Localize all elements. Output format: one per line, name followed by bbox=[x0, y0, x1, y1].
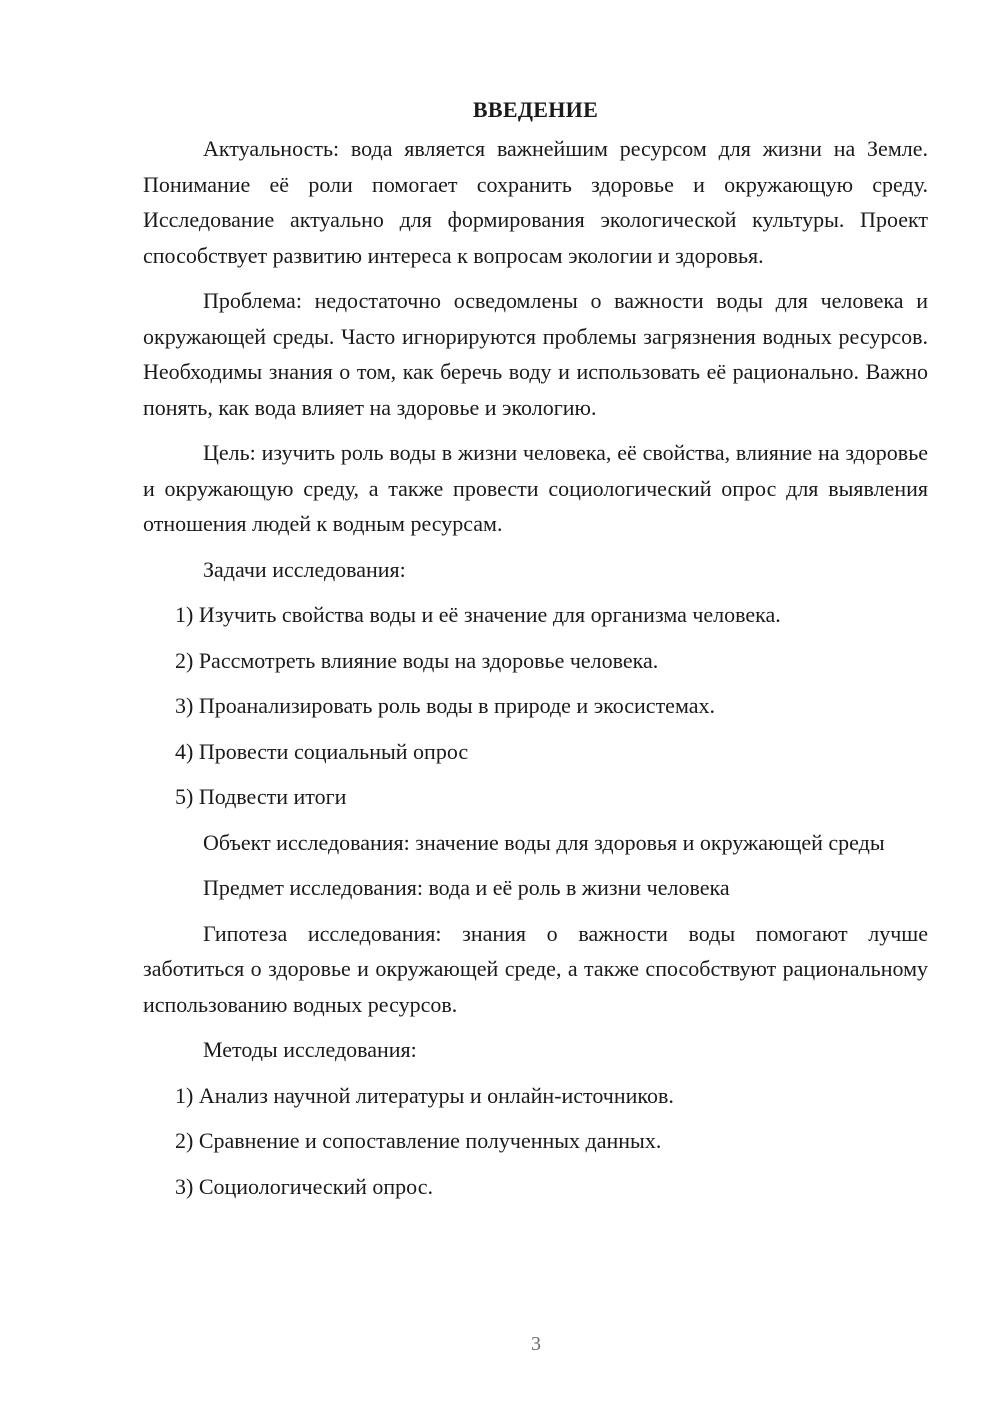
list-item: 4) Провести социальный опрос bbox=[175, 738, 469, 764]
tasks-list bbox=[143, 597, 928, 815]
methods-heading: Методы исследования: bbox=[203, 1037, 417, 1062]
tasks-heading: Задачи исследования: bbox=[203, 556, 406, 582]
hypothesis-paragraph: Гипотеза исследования: знания о важности воды помогают лучше заботиться о здоровье и окружающей среде, а также способствуют рациональному использованию водных ресурсов. bbox=[143, 920, 928, 1017]
object-paragraph: Объект исследования: значение воды для здоровья и окружающей среды bbox=[203, 829, 885, 855]
list-item: 1) Анализ научной литературы и онлайн-источников. bbox=[175, 1082, 674, 1108]
list-item: 1) Изучить свойства воды и её значение для организма человека. bbox=[175, 602, 781, 627]
list-item: 2) Рассмотреть влияние воды на здоровье человека. bbox=[175, 647, 659, 673]
problem-paragraph: Проблема: недостаточно осведомлены о важности воды для человека и окружающей среды. Часто игнорируются проблемы загрязнения водных ресурсов. Необходимы знания о том, как беречь воду и использовать её рационально. Важно понять, как вода влияет на здоровье и экологию. bbox=[143, 288, 928, 420]
methods-list bbox=[143, 1078, 928, 1205]
goal-paragraph: Цель: изучить роль воды в жизни человека, её свойства, влияние на здоровье и окружающую среду, а также провести социологический опрос для выявления отношения людей к водным ресурсам. bbox=[143, 440, 928, 536]
document-page bbox=[143, 92, 928, 1214]
subject-paragraph: Предмет исследования: вода и её роль в жизни человека bbox=[203, 875, 730, 900]
list-item: 3) Социологический опрос. bbox=[175, 1173, 433, 1199]
list-item: 3) Проанализировать роль воды в природе и экосистемах. bbox=[175, 693, 715, 718]
page-title: ВВЕДЕНИЕ bbox=[472, 97, 599, 122]
list-item: 5) Подвести итоги bbox=[175, 784, 347, 809]
relevance-paragraph: Актуальность: вода является важнейшим ресурсом для жизни на Земле. Понимание её роли помогает сохранить здоровье и окружающую среду. Исследование актуально для формирования экологической культуры. Проект способствует развитию интереса к вопросам экологии и здоровья. bbox=[143, 136, 928, 268]
list-item: 2) Сравнение и сопоставление полученных данных. bbox=[175, 1128, 662, 1153]
page-number: 3 bbox=[531, 1333, 541, 1355]
